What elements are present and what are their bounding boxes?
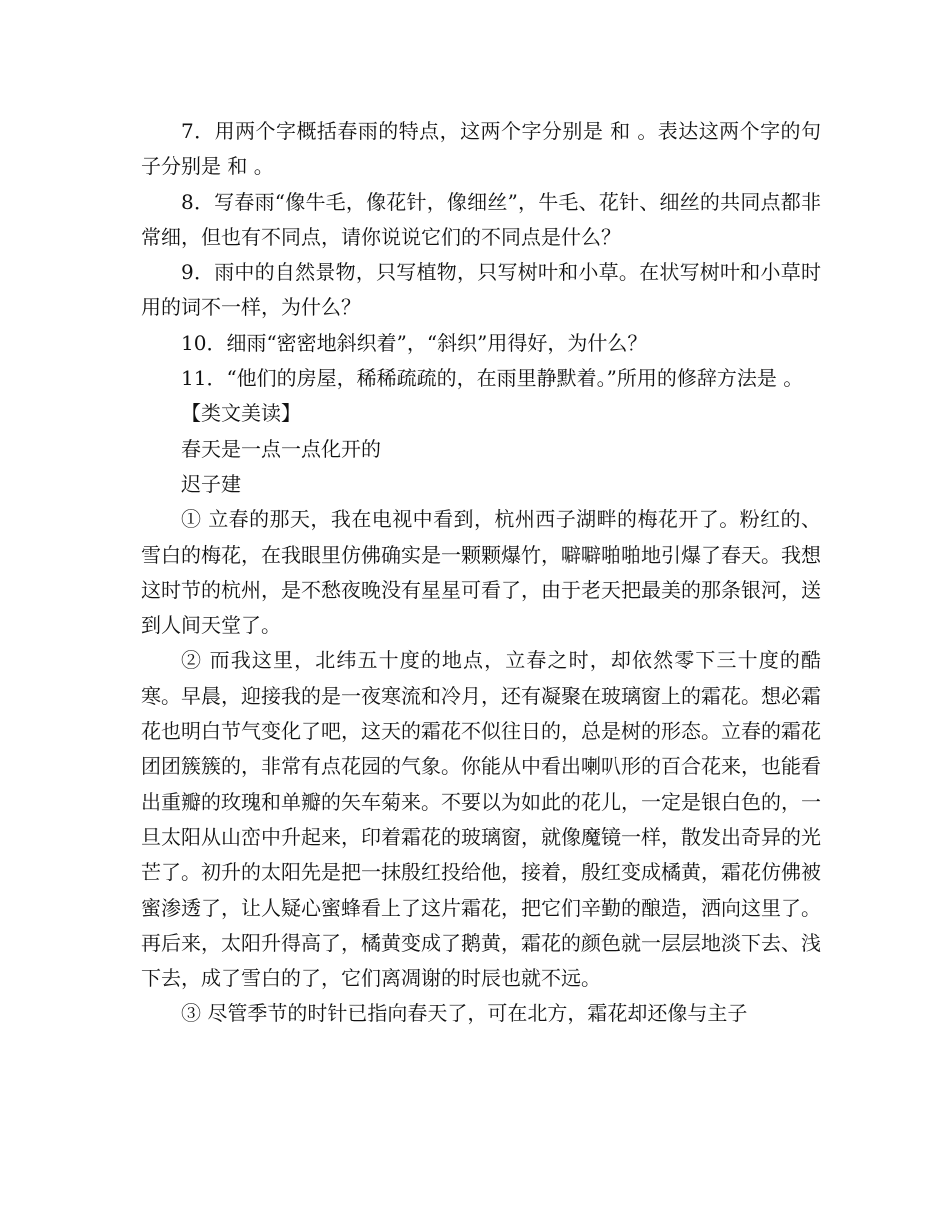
- section-heading: 【类文美读】: [181, 401, 301, 426]
- article-paragraph-3: ③ 尽管季节的时针已指向春天了，可在北方，霜花却还像与主子: [181, 1001, 748, 1026]
- question-8: 8．写春雨“像牛毛，像花针，像细丝”，牛毛、花针、细丝的共同点都非常细，但也有不同点，请你说说它们的不同点是什么？: [141, 189, 821, 249]
- question-9: 9．雨中的自然景物，只写植物，只写树叶和小草。在状写树叶和小草时用的词不一样，为什么？: [141, 260, 821, 320]
- article-paragraph-2: ② 而我这里，北纬五十度的地点，立春之时，却依然零下三十度的酷寒。早晨，迎接我的是一夜寒流和冷月，还有凝聚在玻璃窗上的霜花。想必霜花也明白节气变化了吧，这天的霜花不似往日的，总是树的形态。立春的霜花团团簇簇的，非常有点花园的气象。你能从中看出喇叭形的百合花来，也能看出重瓣的玫瑰和单瓣的矢车菊来。不要以为如此的花儿，一定是银白色的，一旦太阳从山峦中升起来，印着霜花的玻璃窗，就像魔镜一样，散发出奇异的光芒了。初升的太阳先是把一抹殷红投给他，接着，殷红变成橘黄，霜花仿佛被蜜渗透了，让人疑心蜜蜂看上了这片霜花，把它们辛勤的酿造，洒向这里了。再后来，太阳升得高了，橘黄变成了鹅黄，霜花的颜色就一层层地淡下去、浅下去，成了雪白的了，它们离凋谢的时辰也就不远。: [141, 648, 821, 991]
- article-title: 春天是一点一点化开的: [181, 436, 381, 461]
- question-11: 11．“他们的房屋，稀稀疏疏的，在雨里静默着。”所用的修辞方法是 。: [181, 366, 804, 391]
- question-10: 10．细雨“密密地斜织着”，“斜织”用得好，为什么？: [181, 330, 648, 355]
- question-7: 7．用两个字概括春雨的特点，这两个字分别是 和 。表达这两个字的句子分别是 和 。: [141, 119, 821, 179]
- article-author: 迟子建: [181, 471, 241, 496]
- page-content: [141, 114, 821, 1032]
- article-paragraph-1: ① 立春的那天，我在电视中看到，杭州西子湖畔的梅花开了。粉红的、雪白的梅花，在我眼里仿佛确实是一颗颗爆竹，噼噼啪啪地引爆了春天。我想这时节的杭州，是不愁夜晚没有星星可看了，由于老天把最美的那条银河，送到人间天堂了。: [141, 507, 821, 638]
